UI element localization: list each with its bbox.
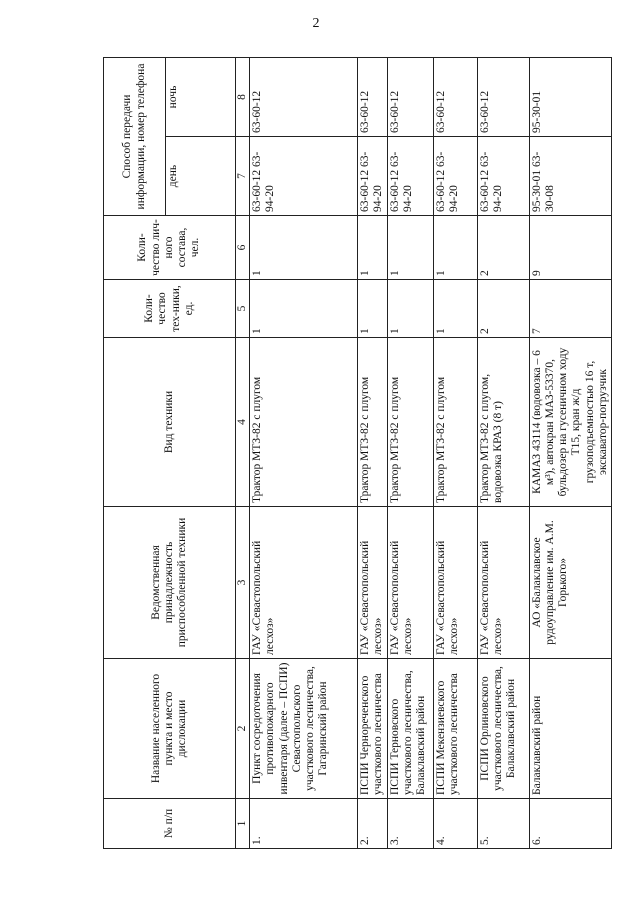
header-comm: Способ передачи информации, номер телефона [104,57,166,215]
page-number: 2 [312,16,320,31]
col-number: 3 [236,507,250,659]
header-day: день [166,137,236,216]
row-staff: 1 [250,216,358,280]
header-dept: Ведомственная принадлежность приспособленной техники [104,507,236,659]
row-dept: ГАУ «Севастопольский лесхоз» [358,507,387,659]
row-name: ПСПИ Терновского участкового лесничества, Балаклавский район [387,659,433,799]
row-num: 3. [387,799,433,849]
row-dept: АО «Балаклавское рудоуправление им. А.М. Горького» [529,507,611,659]
row-staff: 1 [387,216,433,280]
col-number: 1 [236,799,250,849]
col-number: 7 [236,137,250,216]
col-number: 4 [236,338,250,507]
col-number: 5 [236,280,250,338]
col-number: 6 [236,216,250,280]
row-type: Трактор МТЗ-82 с плугом [358,338,387,507]
row-night: 63-60-12 [433,57,477,136]
row-day: 63-60-12 63-94-20 [433,137,477,216]
row-dept: ГАУ «Севастопольский лесхоз» [387,507,433,659]
row-name: Балаклавский район [529,659,611,799]
table-row [387,57,433,848]
row-dept: ГАУ «Севастопольский лесхоз» [433,507,477,659]
row-night: 63-60-12 [250,57,358,136]
row-type: КАМАЗ 43114 (водовозка – 6 м³), автокран МАЗ-53370, бульдозер на гусеничном ходу Т15, кран ж/д грузоподъемностью 16 т, экскаватор-погрузчик [529,338,611,507]
row-name: ПСПИ Чернореченского участкового лесничества [358,659,387,799]
row-day: 63-60-12 63-94-20 [358,137,387,216]
row-type: Трактор МТЗ-82 с плугом, водовозка КРАЗ (8 т) [477,338,529,507]
row-staff: 9 [529,216,611,280]
header-type: Вид техники [104,338,236,507]
row-qty: 7 [529,280,611,338]
header-night: ночь [166,57,236,136]
row-qty: 2 [477,280,529,338]
row-num: 2. [358,799,387,849]
row-night: 63-60-12 [358,57,387,136]
row-qty: 1 [250,280,358,338]
row-num: 1. [250,799,358,849]
row-day: 63-60-12 63-94-20 [387,137,433,216]
header-staff: Коли-чество лич-ного состава, чел. [104,216,236,280]
row-staff: 1 [433,216,477,280]
row-num: 6. [529,799,611,849]
table-row [477,57,529,848]
row-day: 63-60-12 63-94-20 [250,137,358,216]
header-name: Название населенного пункта и место дислокации [104,659,236,799]
row-num: 5. [477,799,529,849]
row-dept: ГАУ «Севастопольский лесхоз» [250,507,358,659]
table-row [529,57,611,848]
column-number-row [236,57,250,848]
row-type: Трактор МТЗ-82 с плугом [387,338,433,507]
row-type: Трактор МТЗ-82 с плугом [433,338,477,507]
row-name: ПСПИ Орлиновского участкового лесничества, Балаклавский район [477,659,529,799]
table-row [358,57,387,848]
row-staff: 1 [358,216,387,280]
row-type: Трактор МТЗ-82 с плугом [250,338,358,507]
resources-table [103,57,612,849]
table-row [250,57,358,848]
row-qty: 1 [387,280,433,338]
row-qty: 1 [358,280,387,338]
row-name: Пункт сосредоточения противопожарного инвентаря (далее – ПСПИ) Севастопольского участкового лесничества, Гагаринский район [250,659,358,799]
row-num: 4. [433,799,477,849]
table-row [433,57,477,848]
header-qty: Коли-чество тех-ники, ед. [104,280,236,338]
row-night: 95-30-01 [529,57,611,136]
row-night: 63-60-12 [477,57,529,136]
table-frame [103,58,609,849]
row-day: 63-60-12 63-94-20 [477,137,529,216]
row-qty: 1 [433,280,477,338]
col-number: 2 [236,659,250,799]
row-name: ПСПИ Мекензиевского участкового лесничества [433,659,477,799]
row-dept: ГАУ «Севастопольский лесхоз» [477,507,529,659]
col-number: 8 [236,57,250,136]
header-num: № п/п [104,799,236,849]
row-staff: 2 [477,216,529,280]
row-night: 63-60-12 [387,57,433,136]
row-day: 95-30-01 63-30-08 [529,137,611,216]
